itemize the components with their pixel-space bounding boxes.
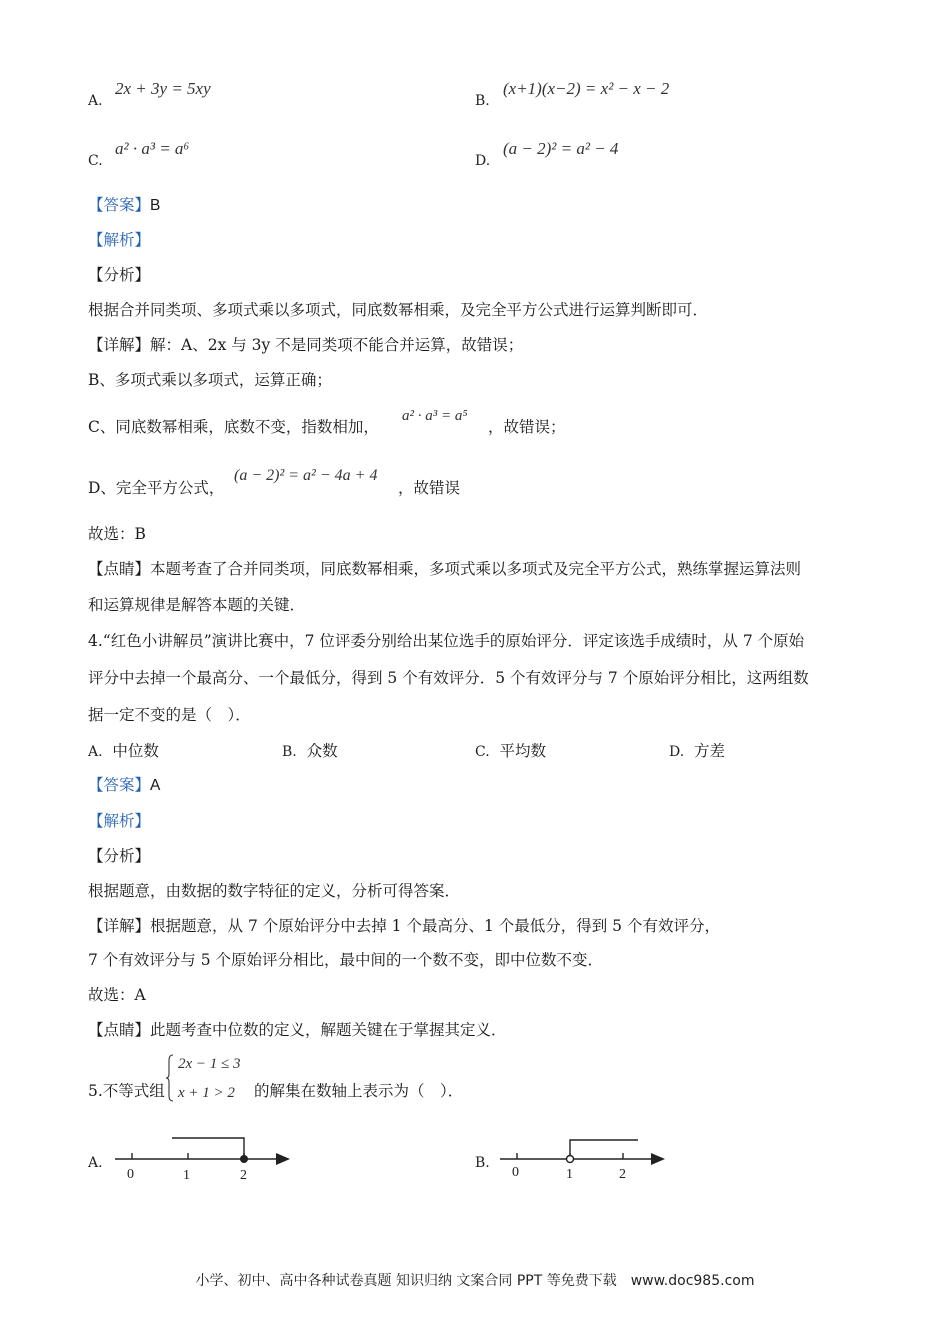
detail-line-4: D、完全平方公式，: [88, 479, 225, 497]
q4-option-c-label: C.: [475, 744, 490, 760]
q4-fenxi-tag: 【分析】: [88, 847, 151, 865]
option-c-expression: a² · a³ = a⁶: [115, 139, 190, 158]
q4-option-c-text: 平均数: [499, 742, 547, 760]
tick-label-2: 2: [619, 1167, 626, 1182]
q5-inequality-1: 2x − 1 ≤ 3: [178, 1056, 241, 1072]
q4-detail-2: 7 个有效评分与 5 个原始评分相比，最中间的一个数不变，即中位数不变．: [88, 951, 604, 969]
q5-inequality-2: x + 1 > 2: [178, 1085, 235, 1101]
q4-line-2: 评分中去掉一个最高分、一个最低分，得到 5 个有效评分．5 个有效评分与 7 个原始评分相比，这两组数: [88, 669, 809, 687]
detail-line-4-post: ，故错误: [398, 479, 461, 497]
q3-choice: 故选：B: [88, 525, 146, 543]
fenxi-tag: 【分析】: [88, 266, 151, 284]
option-a-label: A.: [88, 93, 103, 109]
detail-line-4-expression: (a − 2)² = a² − 4a + 4: [234, 467, 378, 484]
q4-line-1: 4.“红色小讲解员”演讲比赛中，7 位评委分别给出某位选手的原始评分．评定该选手成绩时，从 7 个原始: [88, 632, 805, 650]
q4-fenxi-text: 根据题意，由数据的数字特征的定义，分析可得答案．: [88, 882, 461, 900]
option-a-expression: 2x + 3y = 5xy: [115, 79, 211, 98]
q4-option-b-text: 众数: [306, 742, 338, 760]
detail-tag: 【详解】: [88, 336, 151, 354]
q4-answer: [88, 774, 160, 797]
detail-line-3: [88, 416, 379, 438]
q4-line-3: 据一定不变的是（ ）．: [88, 706, 251, 724]
q4-option-a: [88, 740, 159, 763]
detail-line-3-post: ，故错误；: [488, 418, 566, 436]
option-b-label: B.: [475, 93, 490, 109]
note-line-2: 和运算规律是解答本题的关键．: [88, 596, 306, 614]
q3-answer: [88, 194, 160, 217]
tick-label-1: 1: [183, 1168, 190, 1183]
note-line-1: [88, 558, 801, 580]
brace-icon: [166, 1054, 174, 1102]
q4-option-d-label: D.: [669, 744, 685, 760]
detail-line-2: B、多项式乘以多项式，运算正确；: [88, 371, 332, 389]
detail-line-3-expression: a² · a³ = a⁵: [402, 408, 468, 424]
q4-option-d-text: 方差: [694, 742, 726, 760]
q5-option-a-label: A.: [88, 1155, 103, 1171]
tick-label-0: 0: [512, 1165, 519, 1180]
q4-choice: 故选：A: [88, 986, 146, 1004]
q5-option-b-label: B.: [475, 1155, 490, 1171]
q4-answer-value: A: [150, 777, 161, 794]
q4-option-a-text: 中位数: [112, 742, 159, 760]
q4-answer-tag: 【答案】: [88, 776, 151, 794]
q4-option-d: [669, 740, 725, 763]
option-b-expression: (x+1)(x−2) = x² − x − 2: [503, 79, 670, 98]
q4-note: [88, 1019, 507, 1041]
q4-detail-tag: 【详解】: [88, 917, 151, 935]
q5-suffix: 的解集在数轴上表示为（ ）．: [254, 1082, 464, 1100]
q4-option-a-label: A.: [88, 744, 103, 760]
option-c-label: C.: [88, 153, 103, 169]
tick-label-0: 0: [127, 1167, 134, 1182]
detail-line-1: [88, 334, 523, 356]
q4-note-text: 此题考查中位数的定义，解题关键在于掌握其定义．: [150, 1021, 507, 1039]
detail-line-3-text: C、同底数幂相乘，底数不变，指数相加，: [88, 418, 379, 436]
q4-detail-text: 根据题意，从 7 个原始评分中去掉 1 个最高分、1 个最低分，得到 5 个有效评分，: [150, 917, 720, 935]
number-line-a: [110, 1132, 300, 1184]
page-footer: 小学、初中、高中各种试卷真题 知识归纳 文案合同 PPT 等免费下载 www.doc985.com: [195, 1273, 755, 1289]
detail-text: 解：A、2x 与 3y 不是同类项不能合并运算，故错误；: [150, 336, 524, 354]
q4-detail-1: [88, 915, 720, 937]
note-text: 本题考查了合并同类项，同底数幂相乘，多项式乘以多项式及完全平方公式，熟练掌握运算法则: [150, 560, 802, 578]
jiexi-tag: 【解析】: [88, 231, 151, 249]
q5-prefix: 5.不等式组: [88, 1082, 165, 1100]
tick-label-2: 2: [240, 1168, 247, 1183]
option-d-expression: (a − 2)² = a² − 4: [503, 139, 619, 158]
option-d-label: D.: [475, 153, 491, 169]
note-tag: 【点睛】: [88, 560, 151, 578]
q4-jiexi-tag: 【解析】: [88, 812, 151, 830]
q4-note-tag: 【点睛】: [88, 1021, 151, 1039]
q4-option-b: [282, 740, 338, 763]
answer-value: B: [150, 197, 161, 214]
number-line-b: [495, 1132, 685, 1184]
q4-option-c: [475, 740, 546, 763]
tick-label-1: 1: [566, 1167, 573, 1182]
answer-tag: 【答案】: [88, 196, 151, 214]
q4-option-b-label: B.: [282, 744, 297, 760]
fenxi-text: 根据合并同类项、多项式乘以多项式，同底数幂相乘，及完全平方公式进行运算判断即可．: [88, 301, 709, 319]
